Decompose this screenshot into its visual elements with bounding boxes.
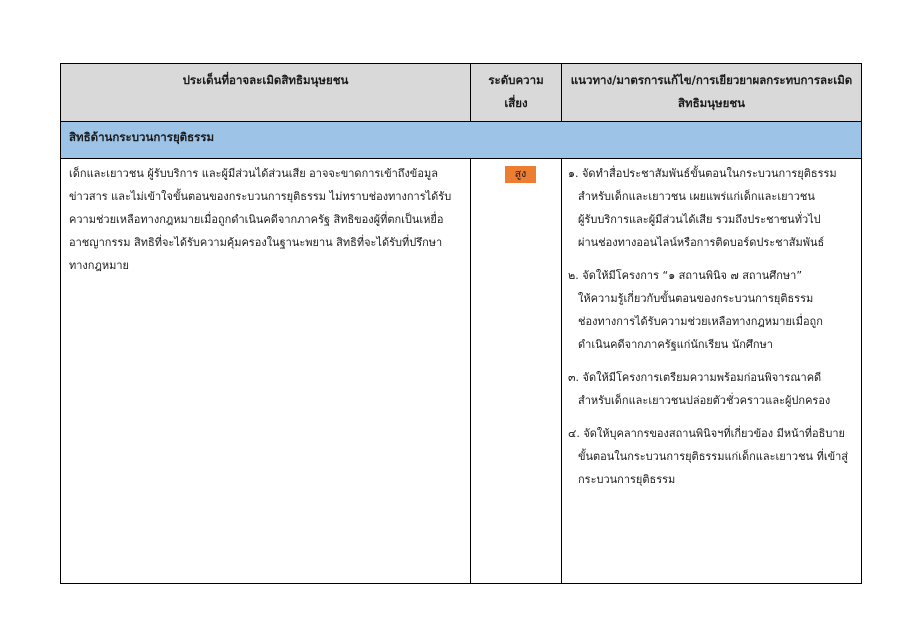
measure-line: ผู้รับบริการและผู้มีส่วนได้เสีย รวมถึงประชาชนทั่วไป xyxy=(578,213,821,226)
table-row xyxy=(61,159,861,583)
header-issue-label: ประเด็นที่อาจละเมิดสิทธิมนุษยชน xyxy=(182,73,349,87)
header-measures xyxy=(562,64,861,121)
header-risk-line1: ระดับความ xyxy=(488,73,544,87)
measure-item xyxy=(568,422,857,491)
issue-line: ข่าวสาร และไม่เข้าใจขั้นตอนของกระบวนการยุติธรรม ไม่ทราบช่องทางการได้รับ xyxy=(69,190,452,203)
header-measures-line1: แนวทาง/มาตรการแก้ไข/การเยียวยาผลกระทบการละเมิด xyxy=(570,73,853,87)
header-measures-line2: สิทธิมนุษยชน xyxy=(677,96,746,110)
measure-line: ๑. จัดทำสื่อประชาสัมพันธ์ขั้นตอนในกระบวนการยุติธรรม xyxy=(568,167,837,180)
measure-item xyxy=(568,366,857,412)
risk-cell xyxy=(471,159,562,583)
measure-line: สำหรับเด็กและเยาวชนปล่อยตัวชั่วคราวและผู้ปกครอง xyxy=(578,394,831,407)
header-risk xyxy=(471,64,562,121)
table-header xyxy=(61,64,861,122)
measures-cell xyxy=(562,159,861,583)
issue-line: อาชญากรรม สิทธิที่จะได้รับความคุ้มครองในฐานะพยาน สิทธิที่จะได้รับที่ปรึกษา xyxy=(69,236,443,249)
human-rights-risk-table xyxy=(60,63,862,584)
risk-level-badge: สูง xyxy=(505,166,536,183)
measure-line: ผ่านช่องทางออนไลน์หรือการติดบอร์ดประชาสัมพันธ์ xyxy=(578,236,825,249)
measure-line: ขั้นตอนในกระบวนการยุติธรรมแก่เด็กและเยาวชน ที่เข้าสู่ xyxy=(578,450,848,463)
measure-line: ดำเนินคดีจากภาครัฐแก่นักเรียน นักศึกษา xyxy=(578,338,773,351)
issue-line: ความช่วยเหลือทางกฎหมายเมื่อถูกดำเนินคดีจากภาครัฐ สิทธิของผู้ที่ตกเป็นเหยื่อ xyxy=(69,213,444,226)
measure-line: ให้ความรู้เกี่ยวกับขั้นตอนของกระบวนการยุติธรรม xyxy=(578,292,814,305)
issue-cell xyxy=(61,159,471,583)
measure-line: กระบวนการยุติธรรม xyxy=(578,473,676,486)
measure-line: สำหรับเด็กและเยาวชน เผยแพร่แก่เด็กและเยาวชน xyxy=(578,190,815,203)
section-row xyxy=(61,122,861,159)
measure-line: ๒. จัดให้มีโครงการ “๑ สถานพินิจ ๗ สถานศึกษา” xyxy=(568,269,803,282)
measure-line: ๔. จัดให้บุคลากรของสถานพินิจฯที่เกี่ยวข้อง มีหน้าที่อธิบาย xyxy=(568,427,845,440)
header-risk-line2: เสี่ยง xyxy=(504,96,528,110)
issue-line: ทางกฎหมาย xyxy=(69,259,129,272)
issue-line: เด็กและเยาวชน ผู้รับบริการ และผู้มีส่วนได้ส่วนเสีย อาจจะขาดการเข้าถึงข้อมูล xyxy=(69,167,438,180)
measure-item xyxy=(568,162,857,254)
measure-line: ๓. จัดให้มีโครงการเตรียมความพร้อมก่อนพิจารณาคดี xyxy=(568,371,822,384)
measure-line: ช่องทางการได้รับความช่วยเหลือทางกฎหมายเมื่อถูก xyxy=(578,315,823,328)
header-issue xyxy=(61,64,471,121)
measure-item xyxy=(568,264,857,356)
section-title: สิทธิด้านกระบวนการยุติธรรม xyxy=(69,130,215,144)
